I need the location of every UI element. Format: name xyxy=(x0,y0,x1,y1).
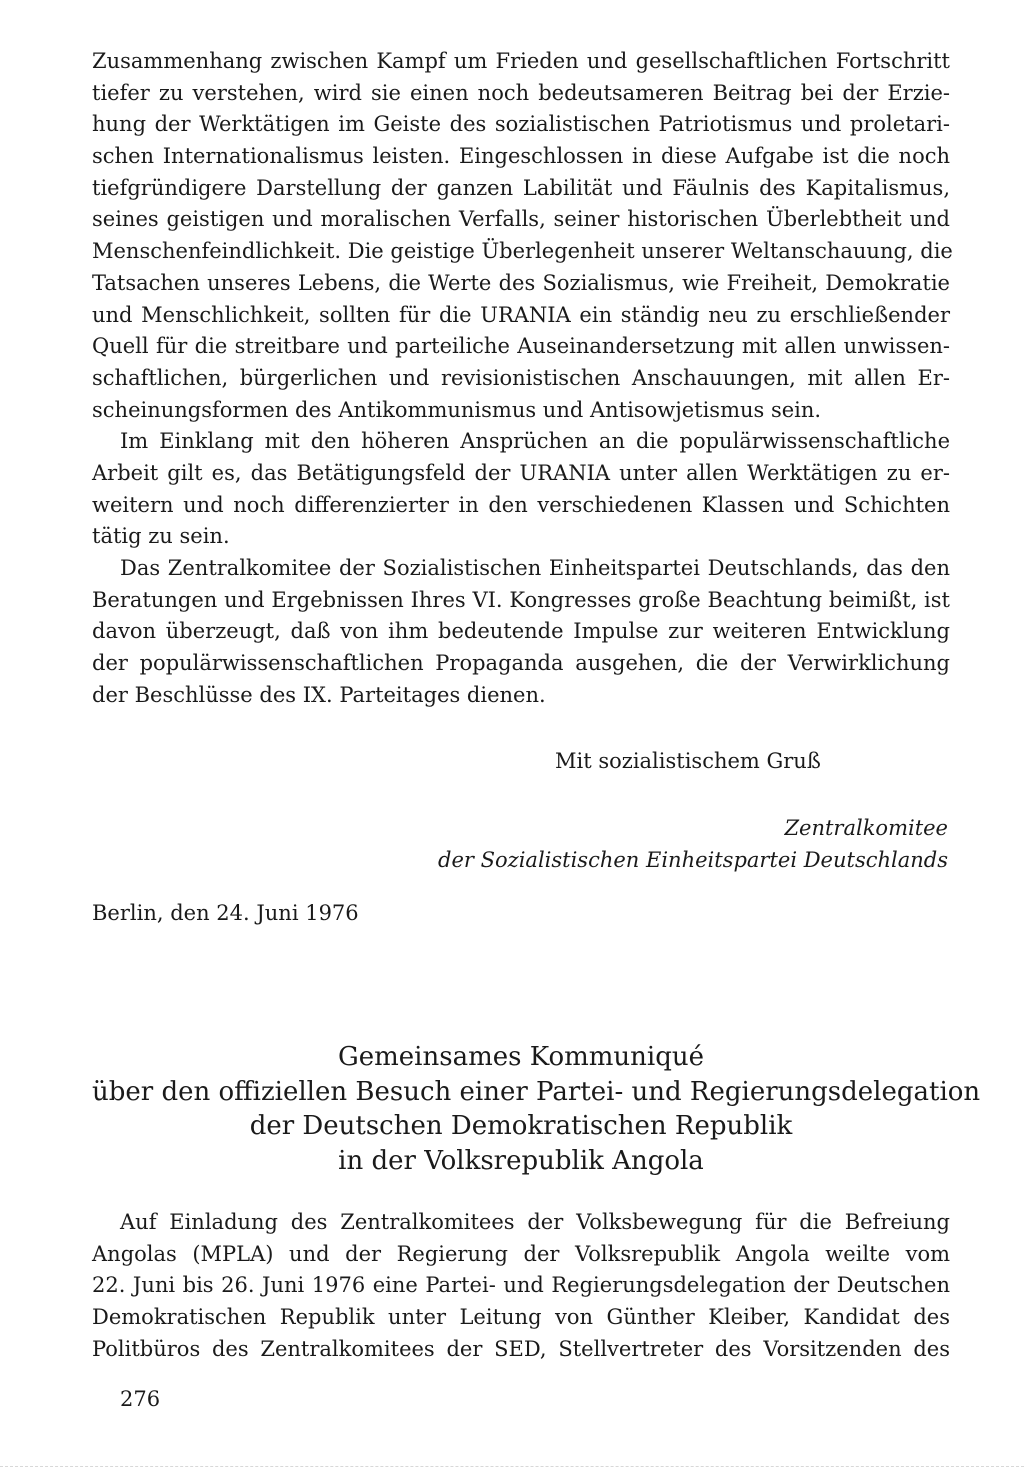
text-line: Quell für die streitbare und parteiliche Auseinandersetzung mit allen unwissen- xyxy=(92,334,950,359)
heading-line: in der Volksrepublik Angola xyxy=(338,1145,704,1176)
text-line: hung der Werktätigen im Geiste des sozialistischen Patriotismus und proletari- xyxy=(92,112,950,137)
text-line: Arbeit gilt es, das Betätigungsfeld der URANIA unter allen Werktätigen zu er- xyxy=(92,460,950,485)
text-line: Tatsachen unseres Lebens, die Werte des Sozialismus, wie Freiheit, Demokratie xyxy=(92,270,950,295)
text-line: Menschenfeindlichkeit. Die geistige Überlegenheit unserer Weltanschauung, die xyxy=(92,239,953,264)
text-line: der Beschlüsse des IX. Parteitages dienen. xyxy=(92,682,546,707)
text-line: Das Zentralkomitee der Sozialistischen Einheitspartei Deutschlands, das den xyxy=(120,556,950,580)
date-line: Berlin, den 24. Juni 1976 xyxy=(92,901,359,925)
heading-line: der Deutschen Demokratischen Republik xyxy=(249,1111,793,1141)
text-line: Angolas (MPLA) und der Regierung der Volksrepublik Angola weilte vom xyxy=(92,1241,950,1266)
body-text-top xyxy=(92,46,953,711)
signature-line-2: der Sozialistischen Einheitspartei Deutschlands xyxy=(438,848,948,872)
text-line: und Menschlichkeit, sollten für die URANIA ein ständig neu zu erschließender xyxy=(92,302,950,327)
paragraph-1 xyxy=(92,46,953,426)
text-line: davon überzeugt, daß von ihm bedeutende Impulse zur weiteren Entwicklung xyxy=(92,619,950,644)
section-heading xyxy=(92,1040,981,1178)
text-line: scheinungsformen des Antikommunismus und Antisowjetismus sein. xyxy=(92,397,822,422)
scan-edge-divider xyxy=(0,1466,1024,1468)
text-line: Demokratischen Republik unter Leitung von Günther Kleiber, Kandidat des xyxy=(92,1305,950,1330)
text-line: Zusammenhang zwischen Kampf um Frieden und gesellschaftlichen Fortschritt xyxy=(92,49,950,73)
text-line: tiefer zu verstehen, wird sie einen noch bedeutsameren Beitrag bei der Erzie- xyxy=(92,80,950,105)
signature-line-1: Zentralkomitee xyxy=(784,816,948,840)
text-line: Im Einklang mit den höheren Ansprüchen an die populärwissenschaftliche xyxy=(120,429,950,454)
text-line: Beratungen und Ergebnissen Ihres VI. Kongresses große Beachtung beimißt, ist xyxy=(92,587,950,612)
text-line: Auf Einladung des Zentralkomitees der Volksbewegung für die Befreiung xyxy=(120,1210,950,1234)
text-line: tiefgründigere Darstellung der ganzen Labilität und Fäulnis des Kapitalismus, xyxy=(92,175,950,200)
paragraph-4 xyxy=(92,1207,950,1365)
text-line: der populärwissenschaftlichen Propaganda ausgehen, die der Verwirklichung xyxy=(92,651,950,676)
signature-block xyxy=(420,812,948,876)
paragraph-3 xyxy=(92,553,950,711)
text-line: Politbüros des Zentralkomitees der SED, Stellvertreter des Vorsitzenden des xyxy=(92,1336,950,1361)
text-line: weitern und noch differenzierter in den verschiedenen Klassen und Schichten xyxy=(92,492,950,517)
page-number: 276 xyxy=(120,1387,161,1411)
paragraph-2 xyxy=(92,426,950,553)
closing-salutation: Mit sozialistischem Gruß xyxy=(555,749,821,773)
text-line: schen Internationalismus leisten. Eingeschlossen in diese Aufgabe ist die noch xyxy=(92,144,950,169)
heading-line: über den offiziellen Besuch einer Partei- und Regierungsdelegation xyxy=(92,1076,981,1107)
text-line: seines geistigen und moralischen Verfalls, seiner historischen Überlebtheit und xyxy=(92,207,950,232)
heading-line: Gemeinsames Kommuniqué xyxy=(337,1042,705,1072)
text-line: tätig zu sein. xyxy=(92,524,230,549)
text-line: schaftlichen, bürgerlichen und revisionistischen Anschauungen, mit allen Er- xyxy=(92,365,950,390)
text-line: 22. Juni bis 26. Juni 1976 eine Partei- und Regierungsdelegation der Deutschen xyxy=(92,1273,950,1298)
